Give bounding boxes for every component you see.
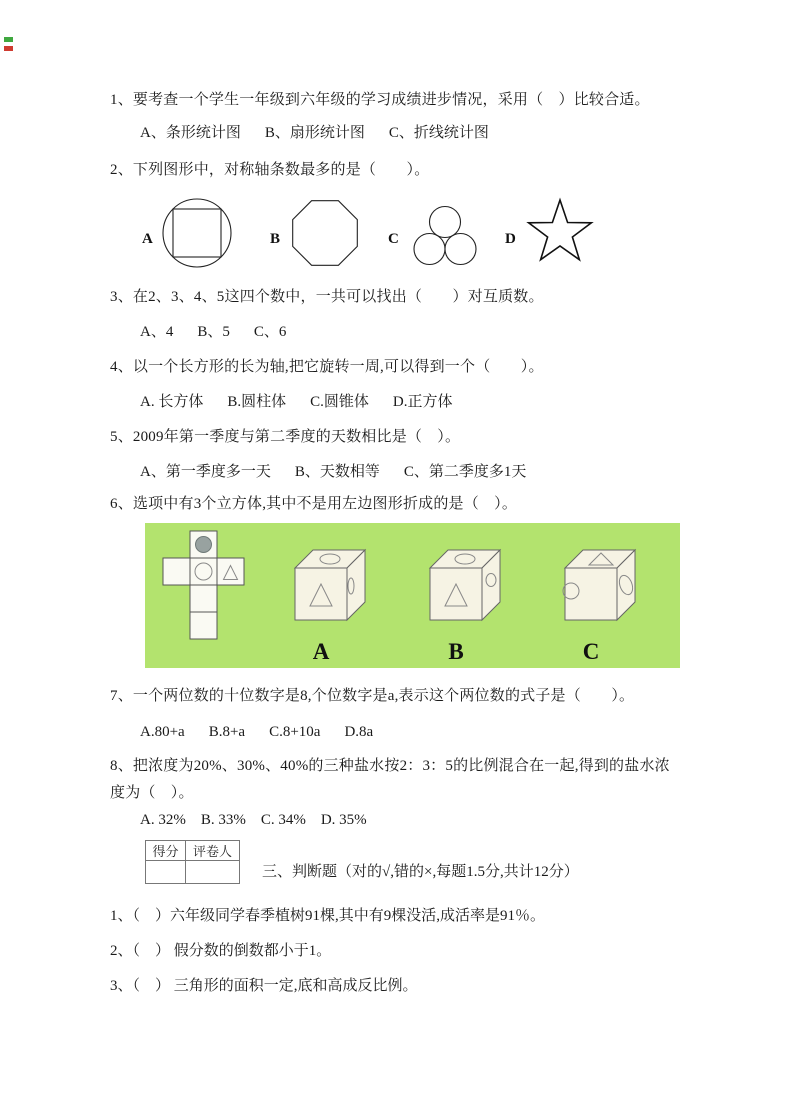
- figure-a-circle-with-square: [142, 199, 231, 267]
- grader-cell-label: 评卷人: [186, 841, 240, 861]
- q1-option-c: C、折线统计图: [388, 125, 489, 141]
- q8-option-c: C. 34%: [260, 812, 306, 828]
- judge-question-3: 3、（ ） 三角形的面积一定,底和高成反比例。: [110, 978, 418, 994]
- red-mark: [4, 46, 13, 51]
- q1-option-b: B、扇形统计图: [264, 125, 365, 141]
- exam-content: [110, 90, 688, 1011]
- cube-a-figure: [295, 550, 365, 620]
- score-table: [145, 840, 240, 884]
- judge-question-1: 1、（ ）六年级同学春季植树91棵,其中有9棵没活,成活率是91％。: [110, 908, 546, 924]
- question-6-figure: [145, 523, 680, 668]
- q7-option-a: A.80+a: [140, 724, 185, 740]
- figure-d-label: D: [505, 231, 516, 247]
- q4-option-b: B.圆柱体: [227, 394, 287, 410]
- figure-a-label: A: [142, 231, 153, 247]
- question-7-text: 7、一个两位数的十位数字是8,个位数字是a,表示这个两位数的式子是（ ）。: [110, 688, 635, 704]
- q3-option-c: C、6: [253, 324, 287, 340]
- green-mark: [4, 37, 13, 42]
- figure-b-octagon: [270, 201, 357, 266]
- cube-b-figure: [430, 550, 500, 620]
- q7-option-c: C.8+10a: [269, 724, 321, 740]
- question-3-options: [140, 322, 688, 342]
- question-4-options: [140, 392, 688, 412]
- question-8-options: [140, 810, 688, 830]
- question-2-text: 2、下列图形中，对称轴条数最多的是（ ）。: [110, 162, 430, 178]
- judge-section-heading: 三、判断题（对的√,错的×,每题1.5分,共计12分）: [262, 864, 579, 880]
- question-5-options: [140, 462, 688, 482]
- figure-d-star: [505, 200, 591, 260]
- score-and-heading-row: [145, 840, 688, 884]
- question-2-figures: [140, 195, 680, 275]
- net-gray-circle: [196, 537, 212, 553]
- question-5-text: 5、2009年第一季度与第二季度的天数相比是（ ）。: [110, 429, 461, 445]
- q1-option-a: A、条形统计图: [140, 125, 241, 141]
- q8-option-d: D. 35%: [320, 812, 367, 828]
- question-4-text: 4、以一个长方形的长为轴,把它旋转一周,可以得到一个（ ）。: [110, 359, 544, 375]
- cube-c-label: C: [582, 639, 600, 664]
- question-6-text: 6、选项中有3个立方体,其中不是用左边图形折成的是（ ）。: [110, 496, 518, 512]
- question-1-text: 1、要考查一个学生一年级到六年级的学习成绩进步情况，采用（ ）比较合适。: [110, 92, 650, 108]
- score-cell-label: 得分: [146, 841, 186, 861]
- grader-cell-empty: [186, 861, 240, 884]
- q5-option-a: A、第一季度多一天: [140, 464, 271, 480]
- cube-a-label: A: [312, 639, 330, 664]
- q8-option-a: A. 32%: [140, 812, 186, 828]
- cube-c-figure: [563, 550, 635, 620]
- cube-b-label: B: [448, 639, 464, 664]
- question-3-text: 3、在2、3、4、5这四个数中，一共可以找出（ ）对互质数。: [110, 289, 544, 305]
- q7-option-d: D.8a: [344, 724, 374, 740]
- q3-option-b: B、5: [197, 324, 230, 340]
- q4-option-d: D.正方体: [392, 394, 453, 410]
- question-8-text: 8、把浓度为20%、30%、40%的三种盐水按2：3：5的比例混合在一起,得到的盐水浓度为（ ）。: [110, 758, 670, 801]
- q7-option-b: B.8+a: [208, 724, 246, 740]
- question-1-options: [140, 123, 688, 143]
- score-cell-empty: [146, 861, 186, 884]
- q3-option-a: A、4: [140, 324, 174, 340]
- scan-artifact-marks: [4, 37, 18, 57]
- figure-c-label: C: [388, 231, 399, 247]
- q5-option-b: B、天数相等: [294, 464, 380, 480]
- figure-c-three-circles: [388, 207, 476, 265]
- judge-question-2: 2、（ ） 假分数的倒数都小于1。: [110, 943, 332, 959]
- q5-option-c: C、第二季度多1天: [403, 464, 527, 480]
- figure-b-label: B: [270, 231, 281, 247]
- q4-option-c: C.圆锥体: [310, 394, 369, 410]
- question-7-options: [140, 722, 688, 742]
- q4-option-a: A. 长方体: [140, 394, 204, 410]
- q8-option-b: B. 33%: [200, 812, 246, 828]
